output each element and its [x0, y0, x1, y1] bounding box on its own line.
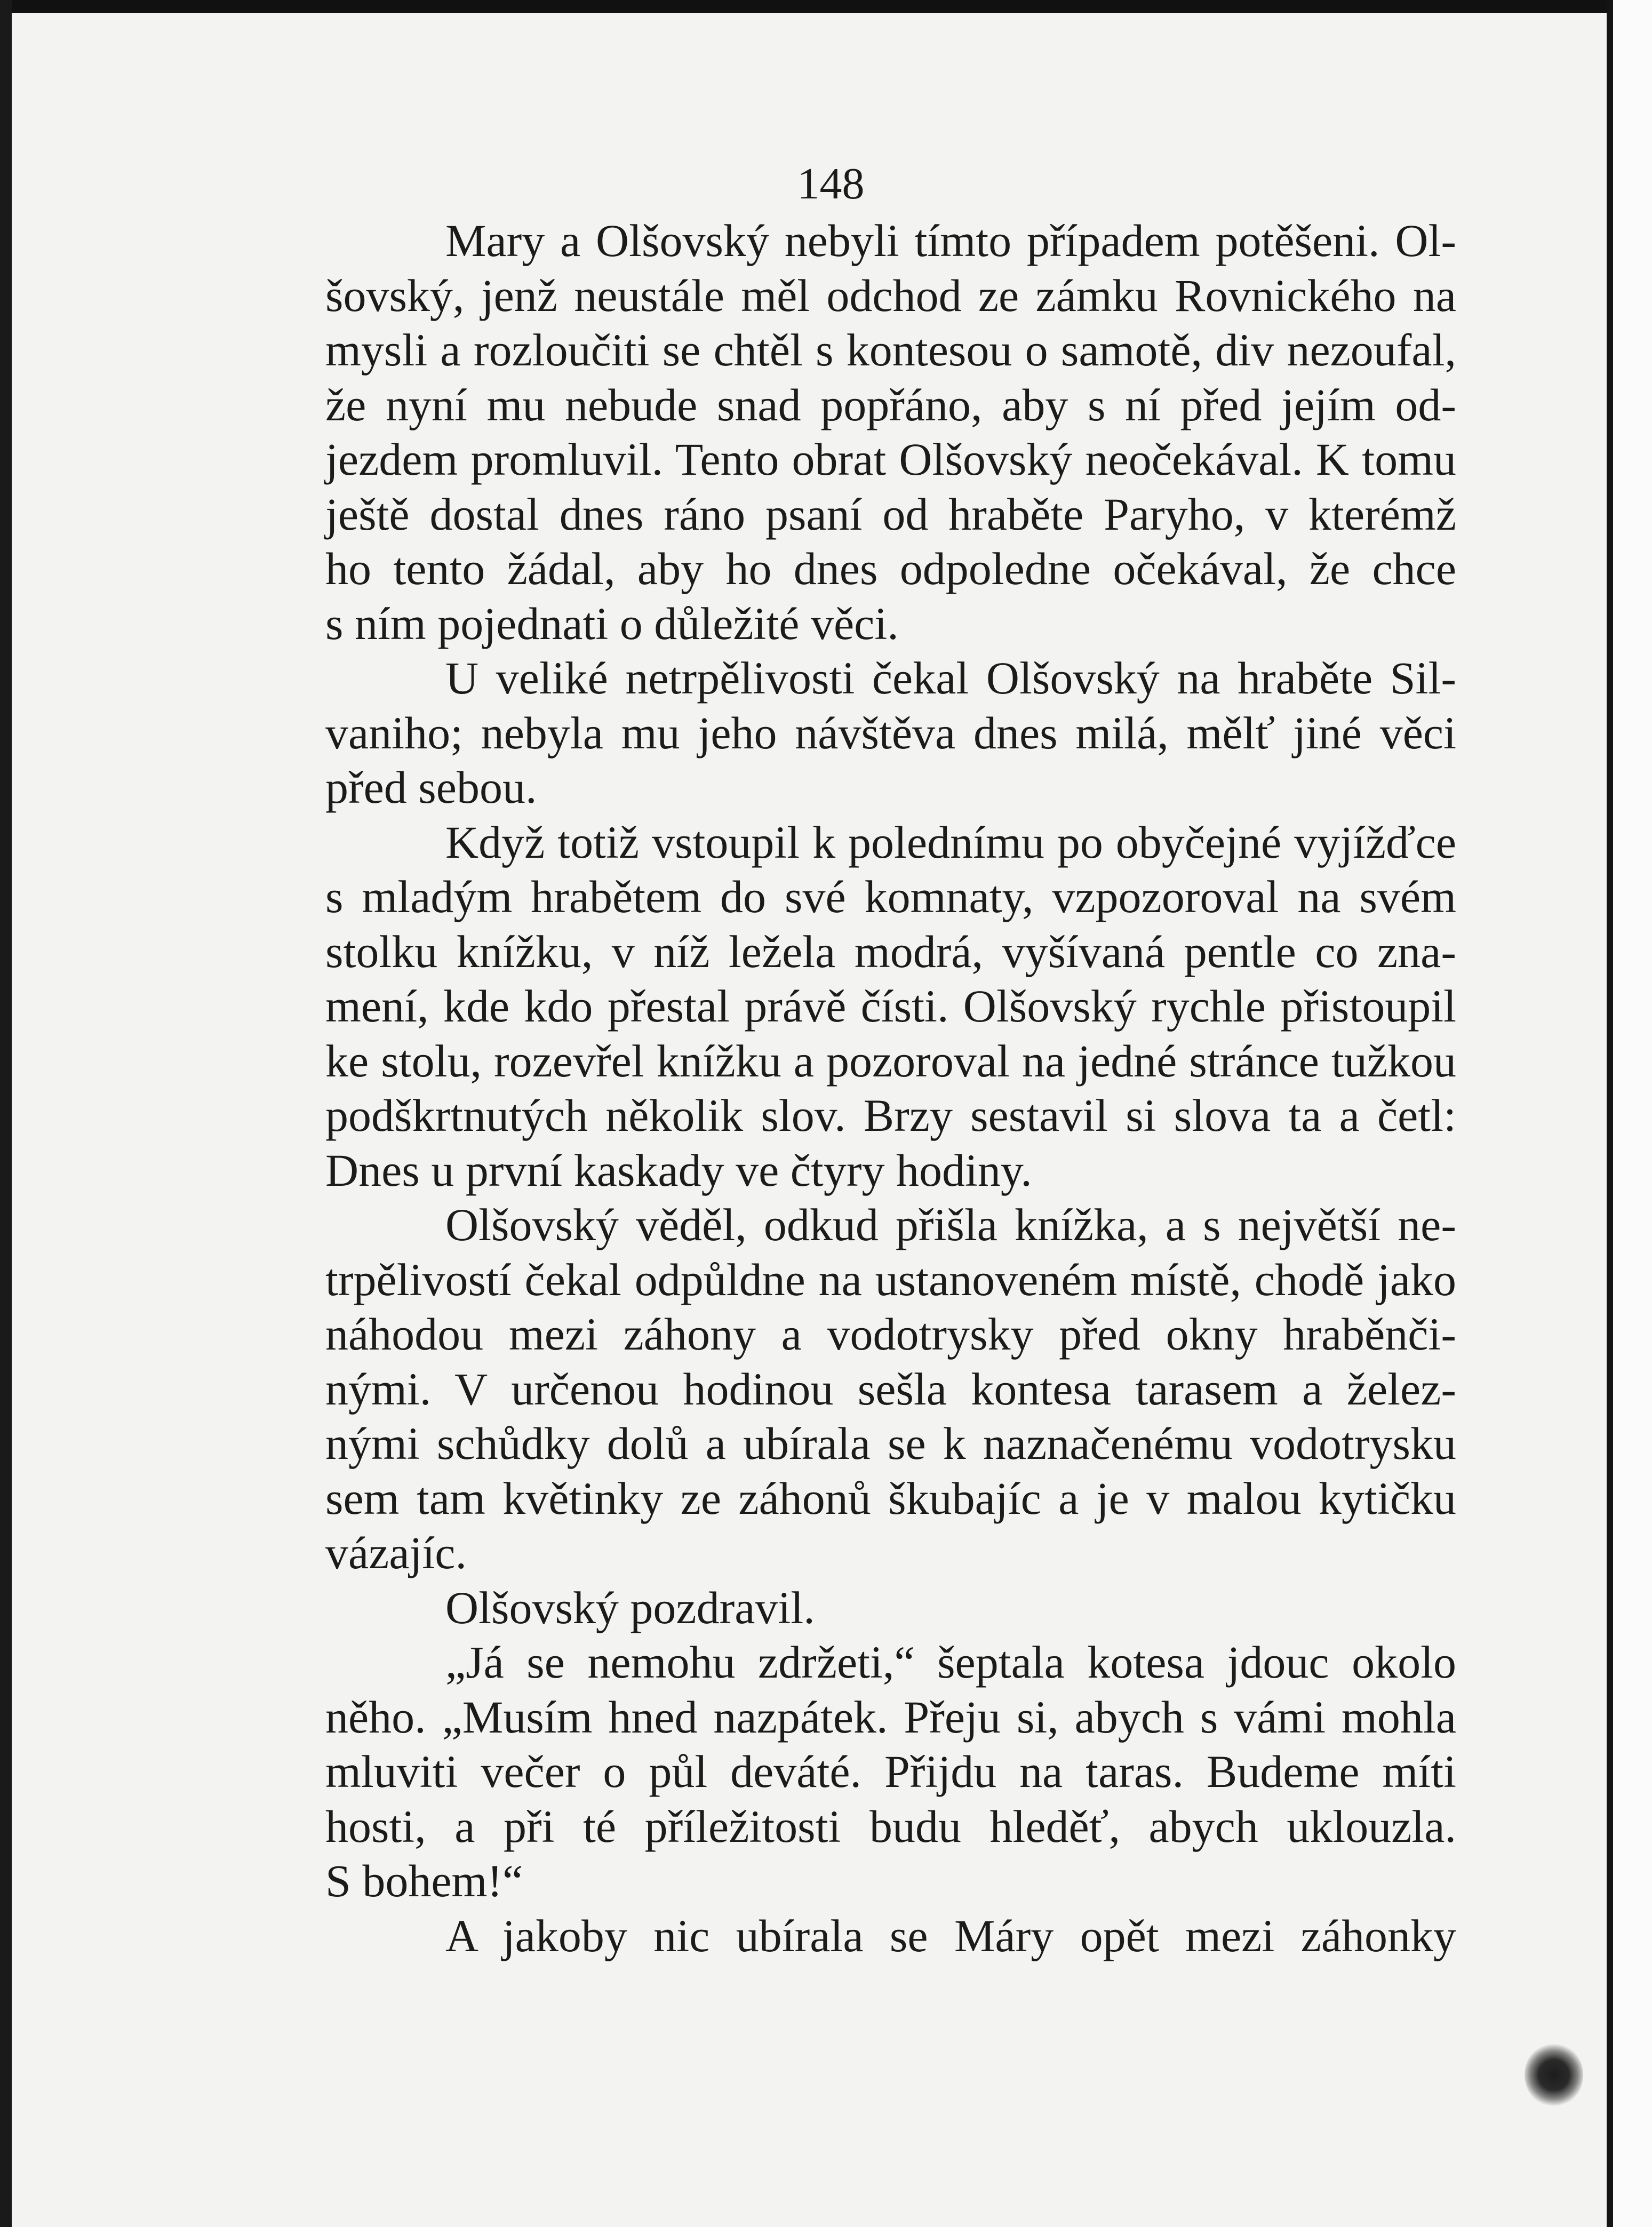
text-line: nými. V určenou hodinou sešla kontesa tarasem a želez- — [325, 1363, 1456, 1415]
ink-blot — [1525, 2043, 1583, 2107]
text-line: U veliké netrpělivosti čekal Olšovský na hraběte Sil- — [445, 652, 1456, 704]
paragraph — [205, 1581, 1456, 1635]
text-line: před sebou. — [325, 762, 537, 813]
text-line: vaniho; nebyla mu jeho návštěva dnes milá, mělť jiné věci — [325, 707, 1456, 759]
paragraph — [205, 213, 1456, 651]
text-line: s mladým hrabětem do své komnaty, vzpozoroval na svém — [325, 871, 1456, 922]
text-line: vázajíc. — [325, 1527, 467, 1578]
paragraph — [205, 1198, 1456, 1581]
scan-right-border — [1607, 0, 1613, 2227]
scan-right-margin — [1613, 0, 1652, 2227]
text-line: ke stolu, rozevřel knížku a pozoroval na jedné stránce tužkou — [325, 1035, 1456, 1087]
text-line: „Já se nemohu zdržeti,“ šeptala kotesa jdouc okolo — [445, 1637, 1456, 1688]
scan-top-border — [0, 0, 1652, 13]
text-line: Dnes u první kaskady ve čtyry hodiny. — [325, 1144, 1032, 1196]
page-number: 148 — [797, 159, 865, 209]
text-line: mluviti večer o půl deváté. Přijdu na taras. Budeme míti — [325, 1746, 1456, 1797]
text-line: stolku knížku, v níž ležela modrá, vyšívaná pentle co zna- — [325, 925, 1456, 977]
paragraph — [205, 815, 1456, 1198]
text-line: s ním pojednati o důležité věci. — [325, 597, 899, 649]
text-line: mení, kde kdo přestal právě čísti. Olšovský rychle přistoupil — [325, 980, 1456, 1032]
text-line: ho tento žádal, aby ho dnes odpoledne očekával, že chce — [325, 543, 1456, 594]
text-line: Olšovský pozdravil. — [445, 1582, 815, 1633]
scan-left-border — [0, 0, 12, 2227]
text-line: A jakoby nic ubírala se Máry opět mezi záhonky — [445, 1910, 1456, 1961]
text-line: Olšovský věděl, odkud přišla knížka, a s největší ne- — [445, 1199, 1456, 1250]
text-line: trpělivostí čekal odpůldne na ustanoveném místě, chodě jako — [325, 1254, 1456, 1305]
text-line: že nyní mu nebude snad popřáno, aby s ní před jejím od- — [325, 379, 1456, 430]
text-line: Když totiž vstoupil k polednímu po obyčejné vyjížďce — [445, 816, 1456, 868]
text-line: sem tam květinky ze záhonů škubajíc a je v malou kytičku — [325, 1472, 1456, 1524]
text-line: něho. „Musím hned nazpátek. Přeju si, abych s vámi mohla — [325, 1691, 1456, 1743]
text-line: S bohem!“ — [325, 1855, 523, 1906]
text-line: hosti, a při té příležitosti budu hleděť, abych uklouzla. — [325, 1800, 1456, 1852]
paragraph — [205, 1635, 1456, 1909]
page-text-block — [205, 133, 1456, 1963]
paragraph — [205, 1909, 1456, 1963]
text-line: šovský, jenž neustále měl odchod ze zámku Rovnického na — [325, 269, 1456, 321]
text-line: ještě dostal dnes ráno psaní od hraběte Paryho, v kterémž — [325, 488, 1456, 540]
text-line: nými schůdky dolů a ubírala se k naznačenému vodotrysku — [325, 1418, 1456, 1469]
paragraph — [205, 651, 1456, 815]
text-line: jezdem promluvil. Tento obrat Olšovský neočekával. K tomu — [325, 434, 1456, 485]
text-line: Mary a Olšovský nebyli tímto případem potěšeni. Ol- — [445, 215, 1456, 266]
text-line: mysli a rozloučiti se chtěl s kontesou o samotě, div nezoufal, — [325, 324, 1456, 376]
text-line: náhodou mezi záhony a vodotrysky před okny hraběnči- — [325, 1308, 1456, 1360]
text-line: podškrtnutých několik slov. Brzy sestavil si slova ta a četl: — [325, 1090, 1456, 1141]
